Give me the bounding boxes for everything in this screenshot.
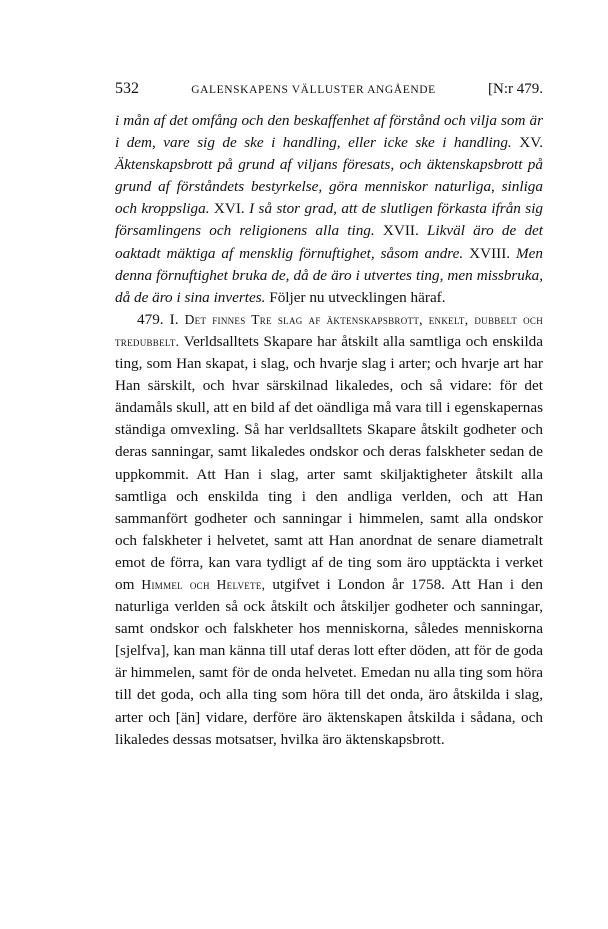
numeral-16: XVI. xyxy=(213,200,245,218)
running-title: GALENSKAPENS VÄLLUSTER ANGÅENDE xyxy=(191,84,436,96)
section-body-part-2: utgifvet i London år 1758. Att Han i den naturliga verlden så ock åtskilt och åtskiljer godheter och sanningar, samt ondskor och falskheter hos menniskorna, således menniskorna [sjelfva], kan man känna till utaf deras lott efter döden, att för de goda är himmelen, samt för de onda helvetet. Emedan nu alla ting som höra till det goda, och alla ting som höra till det onda, äro åtskilda i slag, arter och [än] vidare, derföre äro äktenskapen åtskilda i sådana, och likaledes dessas motsatser, hvilka äro äktenskapsbrott. xyxy=(115,575,543,748)
summary-clause-16: I så stor grad, att de slutligen förkasta ifrån sig församlingens och religionens alla ting. xyxy=(115,200,544,240)
summary-paragraph xyxy=(115,110,543,309)
section-heading: Det finnes Tre slag af äktenskapsbrott, enkelt, dubbelt och tredubbelt. xyxy=(115,311,544,349)
numeral-17: XVII. xyxy=(382,222,419,240)
book-page xyxy=(115,80,543,751)
summary-clause-14: i mån af det omfång och den beskaffenhet af förstånd och vilja som är i dem, vare sig de ske i handling, eller icke ske i handling. xyxy=(115,112,543,152)
section-number: 479. I. xyxy=(137,310,179,328)
numeral-18: XVIII. xyxy=(469,244,511,262)
section-body-part-1: Verldsalltets Skapare har åtskilt alla samtliga och enskilda ting, som Han skapat, i slag, och hvarje slag i arter; och hvarje art har Han särskilt, och hvar särskilnad likaledes, och så vidare: för det ändamåls skull, att en bild af det oändliga må vara till i egenskapernas ständiga omvexling. Så har verldsalltets Skapare åtskilt godheter och deras sanningar, samt likaledes ondskor och deras falskheter sedan de uppkommit. Att Han i slag, arter samt skiljaktigheter åtskilt alla samtliga och enskilda ting i den andliga verlden, och att Han sammanfört godheter och sanningar i himmelen, samt alla ondskor och falskheter i helvetet, samt att Han anordnat de senare diametralt emot de förra, kan vara tydligt af de ting som äro upptäckta i verket om xyxy=(115,332,543,593)
summary-clause-17: Likväl äro de det oaktadt mäktiga af mensklig förnuftighet, såsom andre. xyxy=(115,222,544,262)
section-reference: [N:r 479. xyxy=(488,81,543,97)
running-head xyxy=(115,80,543,102)
summary-clause-18: Men denna förnuftighet bruka de, då de äro i utvertes ting, men missbruka, då de äro i sina invertes. xyxy=(115,244,544,306)
cited-work-title: Himmel och Helvete, xyxy=(141,576,266,592)
numeral-15: XV. xyxy=(519,134,544,152)
section-479-paragraph xyxy=(115,309,543,751)
summary-clause-15: Äktenskapsbrott på grund af viljans föresats, och äktenskapsbrott på grund af förståndets bestyrkelse, göra menniskor naturliga, sinliga och kroppsliga. xyxy=(115,156,543,218)
page-number: 532 xyxy=(115,80,139,97)
summary-closing: Följer nu utvecklingen häraf. xyxy=(269,288,446,306)
body-text xyxy=(115,110,543,751)
